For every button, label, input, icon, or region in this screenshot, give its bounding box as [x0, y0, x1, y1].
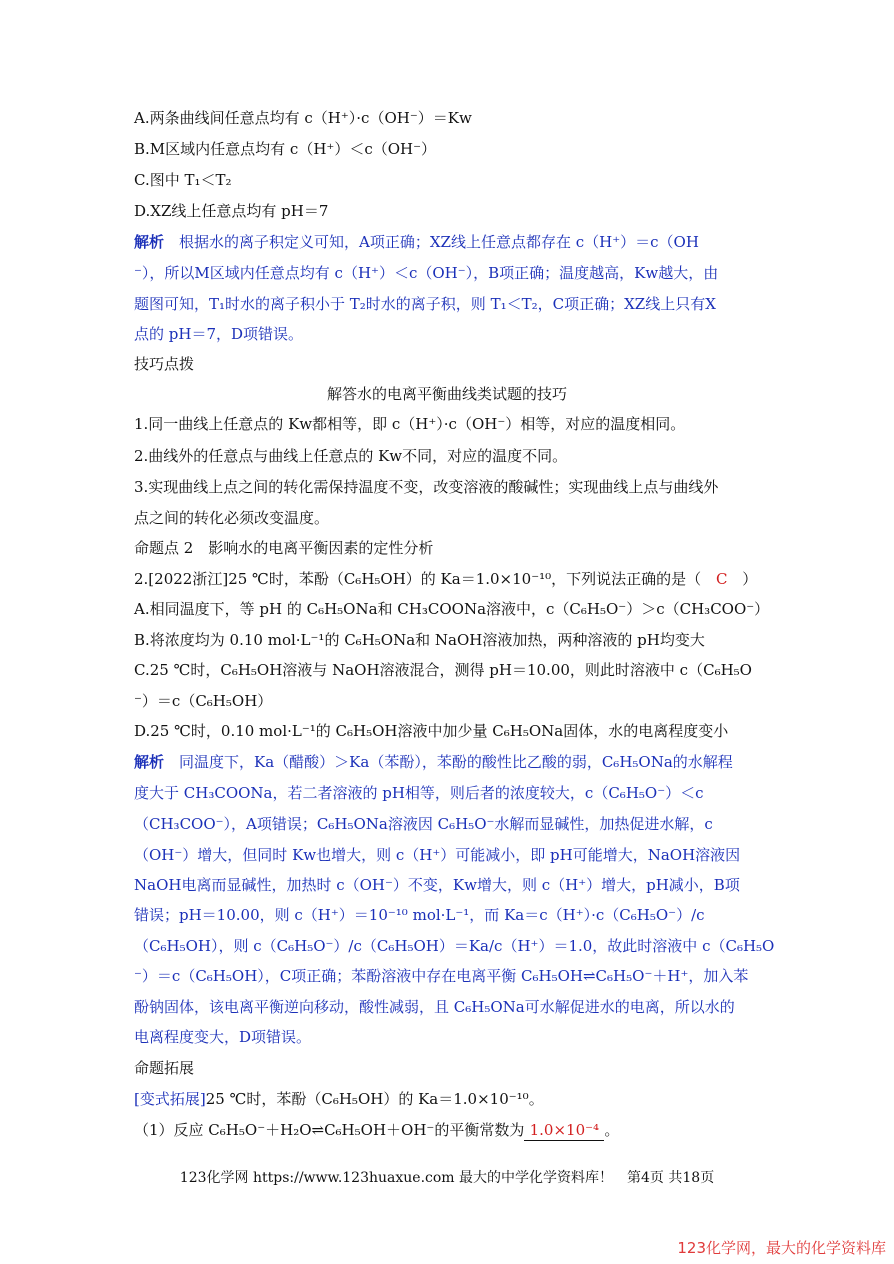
q2-option: C.25 ℃时，C₆H₅OH溶液与 NaOH溶液混合，测得 pH＝10.00，则此时溶液中 c（C₆H₅O [134, 661, 752, 679]
analysis1-text: 根据水的离子积定义可知，A项正确；XZ线上任意点都存在 c（H⁺）＝c（OH [179, 233, 699, 251]
analysis1-line: ⁻），所以M区域内任意点均有 c（H⁺）＜c（OH⁻），B项正确；温度越高，Kw越大，由 [134, 264, 719, 282]
option-a: A.两条曲线间任意点均有 c（H⁺）·c（OH⁻）＝Kw [134, 109, 472, 127]
analysis2-text: 同温度下，Ka（醋酸）＞Ka（苯酚），苯酚的酸性比乙酸的弱，C₆H₅ONa的水解程 [179, 753, 733, 771]
analysis1-line: 点的 pH＝7，D项错误。 [134, 325, 304, 343]
question-stem [134, 569, 757, 589]
analysis2-line: （CH₃COO⁻），A项错误；C₆H₅ONa溶液因 C₆H₅O⁻水解而显碱性，加热促进水解，c [134, 815, 713, 833]
analysis1-line: 题图可知，T₁时水的离子积小于 T₂时水的离子积，则 T₁＜T₂，C项正确；XZ线上只有X [134, 295, 716, 313]
analysis2-line: （C₆H₅OH），则 c（C₆H₅O⁻）/c（C₆H₅OH）＝Ka/c（H⁺）＝1.0，故此时溶液中 c（C₆H₅O [134, 937, 775, 955]
tip-item: 3.实现曲线上点之间的转化需保持温度不变，改变溶液的酸碱性；实现曲线上点与曲线外 [134, 478, 719, 496]
watermark: 123化学网，最大的化学资料库 [677, 1239, 886, 1257]
question-stem-text: 2.[2022浙江]25 ℃时，苯酚（C₆H₅OH）的 Ka＝1.0×10⁻¹⁰，下列说法正确的是（ [134, 570, 702, 588]
question-answer: C [715, 570, 728, 588]
analysis2-line: （OH⁻）增大，但同时 Kw也增大，则 c（H⁺）可能减小，即 pH可能增大，NaOH溶液因 [134, 846, 741, 864]
variant-tag: [变式拓展] [134, 1090, 206, 1108]
tip-item: 点之间的转化必须改变温度。 [134, 509, 330, 527]
tip-item: 2.曲线外的任意点与曲线上任意点的 Kw不同，对应的温度不同。 [134, 447, 568, 465]
variant-line [134, 1089, 544, 1109]
tips-title: 解答水的电离平衡曲线类试题的技巧 [326, 385, 567, 403]
tips-heading: 技巧点拨 [134, 355, 195, 373]
tip-item: 1.同一曲线上任意点的 Kw都相等，即 c（H⁺）·c（OH⁻）相等，对应的温度相同。 [134, 415, 686, 433]
analysis2-line: NaOH电离而显碱性，加热时 c（OH⁻）不变，Kw增大，则 c（H⁺）增大，pH减小，B项 [134, 876, 740, 894]
section-heading: 命题点 2 影响水的电离平衡因素的定性分析 [134, 539, 434, 557]
analysis1-line [134, 232, 699, 252]
q2-option: A.相同温度下，等 pH 的 C₆H₅ONa和 CH₃COONa溶液中，c（C₆H₅O⁻）＞c（CH₃COO⁻） [134, 600, 770, 618]
analysis2-label: 解析 [134, 753, 165, 771]
option-c: C.图中 T₁＜T₂ [134, 171, 232, 189]
sub-question-1 [134, 1120, 619, 1141]
q2-option: B.将浓度均为 0.10 mol·L⁻¹的 C₆H₅ONa和 NaOH溶液加热，两种溶液的 pH均变大 [134, 631, 705, 649]
extension-heading: 命题拓展 [134, 1059, 195, 1077]
option-b: B.M区域内任意点均有 c（H⁺）＜c（OH⁻） [134, 140, 437, 158]
sub1-answer: 1.0×10⁻⁴ [524, 1120, 604, 1141]
analysis2-line: 错误；pH＝10.00，则 c（H⁺）＝10⁻¹⁰ mol·L⁻¹，而 Ka＝c（H⁺）·c（C₆H₅O⁻）/c [134, 906, 705, 924]
analysis2-line [134, 752, 733, 772]
variant-text: 25 ℃时，苯酚（C₆H₅OH）的 Ka＝1.0×10⁻¹⁰。 [205, 1090, 544, 1108]
analysis2-line: 酚钠固体，该电离平衡逆向移动，酸性减弱，且 C₆H₅ONa可水解促进水的电离，所以水的 [134, 998, 735, 1016]
analysis2-line: 电离程度变大，D项错误。 [134, 1028, 312, 1046]
analysis1-label: 解析 [134, 233, 165, 251]
sub1-end: 。 [604, 1121, 620, 1139]
q2-option: D.25 ℃时，0.10 mol·L⁻¹的 C₆H₅OH溶液中加少量 C₆H₅ONa固体，水的电离程度变小 [134, 722, 729, 740]
page-footer: 123化学网 https://www.123huaxue.com 最大的中学化学资料库！ 第4页 共18页 [179, 1170, 715, 1186]
analysis2-line: 度大于 CH₃COONa，若二者溶液的 pH相等，则后者的浓度较大，c（C₆H₅O⁻）＜c [134, 784, 704, 802]
q2-option: ⁻）＝c（C₆H₅OH） [134, 692, 273, 710]
analysis2-line: ⁻）＝c（C₆H₅OH），C项正确；苯酚溶液中存在电离平衡 C₆H₅OH⇌C₆H₅O⁻＋H⁺，加入苯 [134, 967, 749, 985]
sub1-text: （1）反应 C₆H₅O⁻＋H₂O⇌C₆H₅OH＋OH⁻的平衡常数为 [134, 1121, 525, 1139]
question-close: ） [742, 570, 758, 588]
option-d: D.XZ线上任意点均有 pH＝7 [134, 202, 329, 220]
